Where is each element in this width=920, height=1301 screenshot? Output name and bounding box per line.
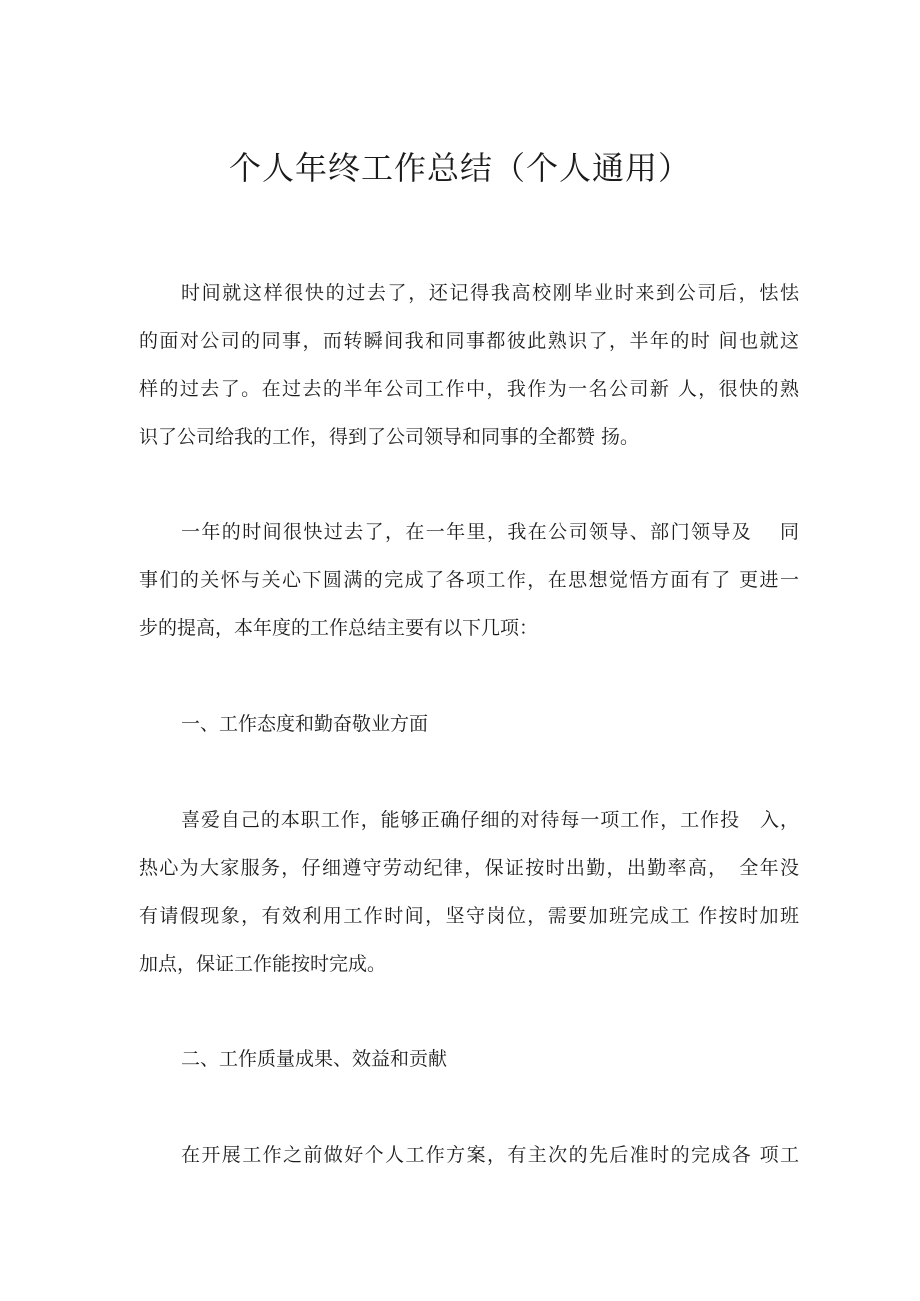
- paragraph-line: 加点，保证工作能按时完成。: [139, 953, 387, 975]
- paragraph-line: 样的过去了。在过去的半年公司工作中，我作为一名公司新 人，很快的熟: [139, 378, 799, 400]
- page-title: 个人年终工作总结（个人通用）: [228, 149, 691, 187]
- paragraph-line: 的面对公司的同事，而转瞬间我和同事都彼此熟识了，半年的时 间也就这: [139, 330, 799, 352]
- paragraph-line: 事们的关怀与关心下圆满的完成了各项工作，在思想觉悟方面有了 更进一: [139, 569, 799, 591]
- section-heading-2: 二、工作质量成果、效益和贡献: [181, 1048, 448, 1070]
- paragraph-line: 喜爱自己的本职工作，能够正确仔细的对待每一项工作，工作投 入，: [181, 809, 799, 831]
- paragraph-line: 时间就这样很快的过去了，还记得我高校刚毕业时来到公司后，怯怯: [181, 282, 799, 304]
- paragraph-line: 有请假现象，有效利用工作时间，坚守岗位，需要加班完成工 作按时加班: [139, 905, 799, 927]
- paragraph-line: 一年的时间很快过去了，在一年里，我在公司领导、部门领导及 同: [181, 521, 799, 543]
- paragraph-line: 步的提高，本年度的工作总结主要有以下几项：: [139, 617, 539, 639]
- section-heading-1: 一、工作态度和勤奋敬业方面: [181, 713, 429, 735]
- paragraph-line: 识了公司给我的工作，得到了公司领导和同事的全都赞 扬。: [139, 426, 640, 448]
- paragraph-line: 热心为大家服务，仔细遵守劳动纪律，保证按时出勤，出勤率高， 全年没: [139, 857, 799, 879]
- paragraph-line: 在开展工作之前做好个人工作方案，有主次的先后准时的完成各 项工: [181, 1144, 799, 1166]
